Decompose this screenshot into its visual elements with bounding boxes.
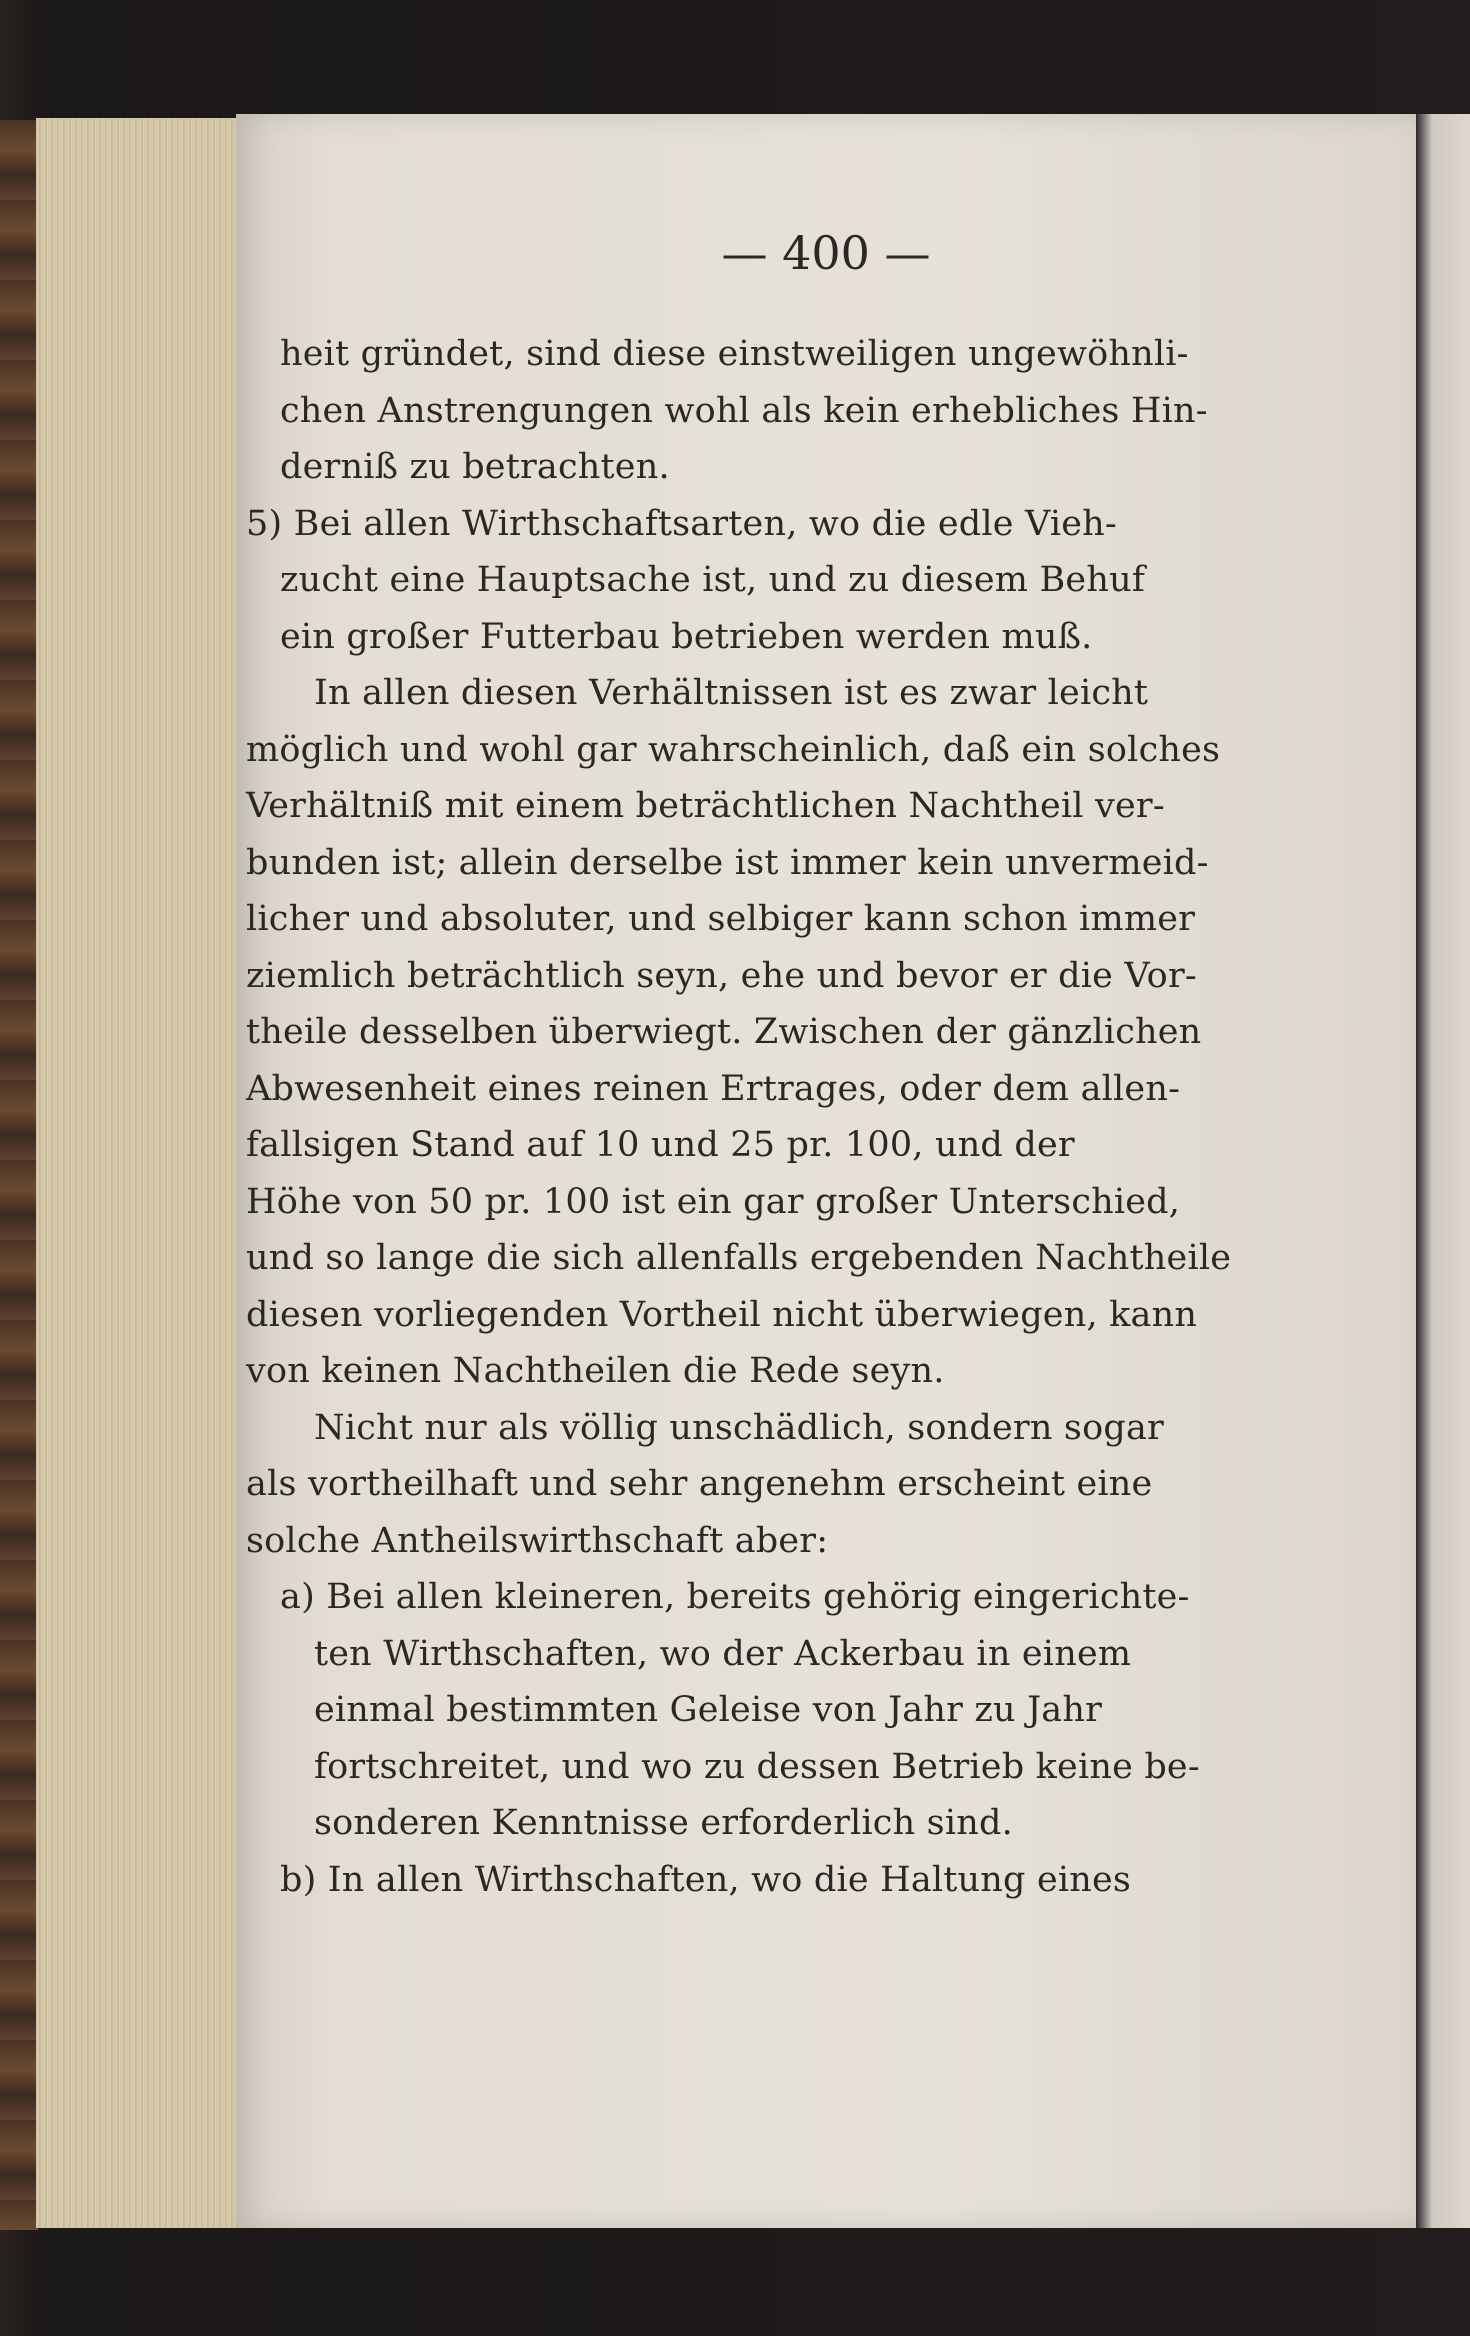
book-spine [0, 120, 38, 2230]
text-line: licher und absoluter, und selbiger kann schon immer [246, 899, 1196, 939]
text-line: möglich und wohl gar wahrscheinlich, daß ein solches [246, 730, 1221, 770]
text-line: Verhältniß mit einem beträchtlichen Nachtheil ver- [246, 786, 1165, 826]
text-line: b) In allen Wirthschaften, wo die Haltung eines [280, 1860, 1132, 1900]
text-line: chen Anstrengungen wohl als kein erhebliches Hin- [280, 391, 1208, 431]
text-line: als vortheilhaft und sehr angenehm erscheint eine [246, 1464, 1153, 1504]
text-line: Höhe von 50 pr. 100 ist ein gar großer Unterschied, [246, 1182, 1181, 1222]
text-line: 5) Bei allen Wirthschaftsarten, wo die edle Vieh- [246, 504, 1117, 544]
text-line: diesen vorliegenden Vortheil nicht überwiegen, kann [246, 1295, 1198, 1335]
text-line: heit gründet, sind diese einstweiligen ungewöhnli- [280, 334, 1189, 374]
text-line: einmal bestimmten Geleise von Jahr zu Jahr [314, 1690, 1103, 1730]
text-line: fallsigen Stand auf 10 und 25 pr. 100, und der [246, 1125, 1075, 1165]
text-line: theile desselben überwiegt. Zwischen der gänzlichen [246, 1012, 1202, 1052]
text-line: Abwesenheit eines reinen Ertrages, oder dem allen- [246, 1069, 1181, 1109]
text-line: derniß zu betrachten. [280, 447, 670, 487]
text-line: sonderen Kenntnisse erforderlich sind. [314, 1803, 1013, 1843]
text-line: a) Bei allen kleineren, bereits gehörig eingerichte- [280, 1577, 1190, 1617]
facing-page-edge [1416, 114, 1470, 2228]
text-line: ziemlich beträchtlich seyn, ehe und bevor er die Vor- [246, 956, 1197, 996]
text-line: ein großer Futterbau betrieben werden muß. [280, 617, 1093, 657]
text-line: In allen diesen Verhältnissen ist es zwar leicht [314, 673, 1149, 713]
page-number: — 400 — [721, 226, 931, 280]
text-line: und so lange die sich allenfalls ergebenden Nachtheile [246, 1238, 1232, 1278]
book-page [236, 114, 1416, 2228]
text-line: bunden ist; allein derselbe ist immer kein unvermeid- [246, 843, 1209, 883]
text-line: Nicht nur als völlig unschädlich, sondern sogar [314, 1408, 1164, 1448]
text-line: von keinen Nachtheilen die Rede seyn. [246, 1351, 945, 1391]
page-edges [36, 118, 238, 2228]
text-line: solche Antheilswirthschaft aber: [246, 1521, 829, 1561]
text-line: fortschreitet, und wo zu dessen Betrieb keine be- [314, 1747, 1200, 1787]
text-line: ten Wirthschaften, wo der Ackerbau in einem [314, 1634, 1132, 1674]
page-text [236, 114, 1416, 2228]
text-line: zucht eine Hauptsache ist, und zu diesem Behuf [280, 560, 1145, 600]
